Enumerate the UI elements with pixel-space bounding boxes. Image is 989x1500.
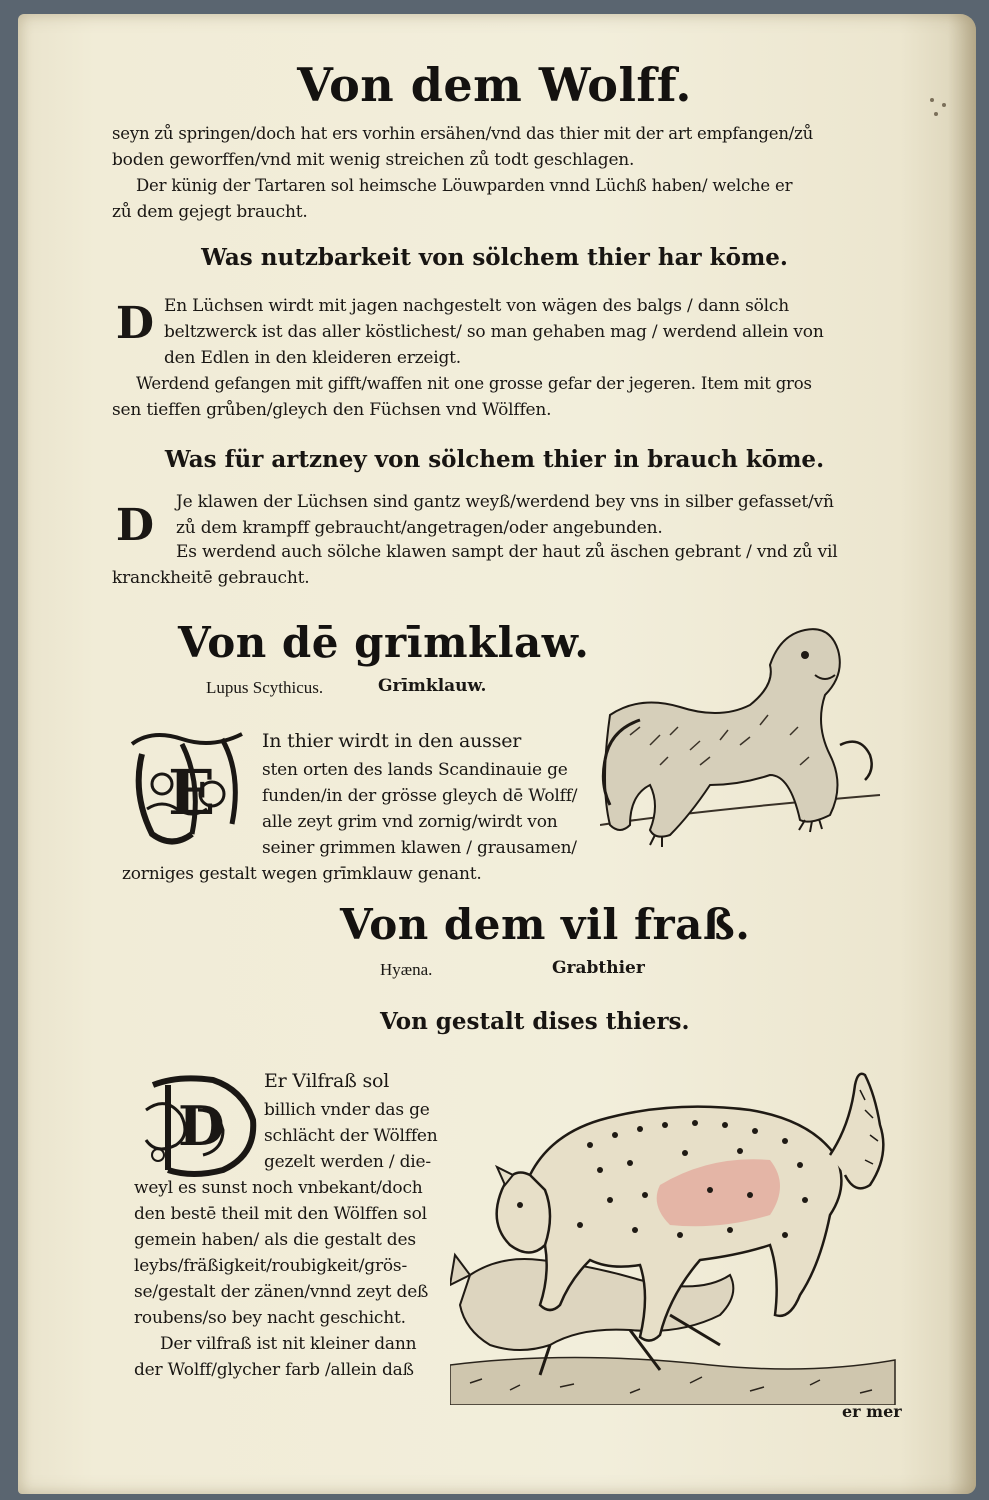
section-subheading: Von gestalt dises thiers.: [380, 1008, 690, 1035]
text-line: In thier wirdt in den ausser: [262, 730, 522, 752]
page-fold-shadow: [948, 14, 976, 1494]
text-line: sen tieffen grůben/gleych den Füchsen vnd Wölffen.: [112, 400, 552, 420]
ornamental-initial: D: [138, 1070, 262, 1180]
text-line: schlächt der Wölffen: [264, 1126, 438, 1146]
text-line: Werdend gefangen mit gifft/waffen nit one grosse gefar der jegeren. Item mit gros: [136, 374, 812, 393]
text-line: weyl es sunst noch vnbekant/doch: [134, 1178, 423, 1198]
text-line: zorniges gestalt wegen grīmklauw genant.: [122, 864, 482, 884]
text-line: Er Vilfraß sol: [264, 1070, 390, 1092]
text-line: sten orten des lands Scandinauie ge: [262, 760, 568, 780]
text-line: billich vnder das ge: [264, 1100, 430, 1120]
text-line: boden geworffen/vnd mit wenig streichen zů todt geschlagen.: [112, 150, 635, 170]
text-line: alle zeyt grim vnd zornig/wirdt von: [262, 812, 558, 832]
hyaena-woodcut: [450, 1065, 900, 1405]
lupus-scythicus-woodcut: [600, 625, 890, 875]
text-line: Der künig der Tartaren sol heimsche Löuwparden vnnd Lüchß haben/ welche er: [136, 176, 793, 195]
section-heading: Was nutzbarkeit von sölchem thier har kōme.: [201, 244, 788, 271]
german-name: Grabthier: [552, 958, 645, 978]
text-line: den bestē theil mit den Wölffen sol: [134, 1204, 427, 1224]
text-line: En Lüchsen wirdt mit jagen nachgestelt von wägen des balgs / dann sölch: [164, 296, 789, 316]
text-line: leybs/fräßigkeit/roubigkeit/grös-: [134, 1256, 408, 1276]
page-title: Von dem Wolff.: [297, 58, 692, 112]
text-line: gezelt werden / die-: [264, 1152, 431, 1172]
text-line: funden/in der grösse gleych dē Wolff/: [262, 786, 578, 806]
decorated-initial: D: [115, 500, 155, 551]
german-name: Grīmklauw.: [378, 676, 487, 696]
text-line: gemein haben/ als die gestalt des: [134, 1230, 416, 1250]
text-line: seyn zů springen/doch hat ers vorhin ersähen/vnd das thier mit der art empfangen/zů: [112, 124, 814, 143]
catchword: er mer: [842, 1402, 902, 1421]
text-line: zů dem krampff gebraucht/angetragen/oder angebunden.: [176, 518, 663, 538]
text-line: kranckheitē gebraucht.: [112, 568, 310, 588]
section-title: Von dem vil fraß.: [340, 900, 751, 949]
text-line: beltzwerck ist das aller köstlichest/ so man gehaben mag / werdend allein von: [164, 322, 824, 342]
text-line: der Wolff/glycher farb /allein daß: [134, 1360, 414, 1380]
text-line: seiner grimmen klawen / grausamen/: [262, 838, 577, 858]
latin-name: Lupus Scythicus.: [206, 678, 324, 697]
text-line: Der vilfraß ist nit kleiner dann: [160, 1334, 417, 1354]
text-line: Je klawen der Lüchsen sind gantz weyß/werdend bey vns in silber gefasset/vñ: [176, 492, 834, 512]
text-line: Es werdend auch sölche klawen sampt der haut zů äschen gebrant / vnd zů vil: [176, 542, 838, 562]
section-title: Von dē grīmklaw.: [178, 618, 590, 667]
latin-name: Hyæna.: [380, 960, 433, 979]
text-line: den Edlen in den kleideren erzeigt.: [164, 348, 461, 368]
section-heading: Was für artzney von sölchem thier in brauch kōme.: [164, 446, 825, 473]
decorated-initial: D: [115, 298, 155, 349]
text-line: zů dem gejegt braucht.: [112, 202, 308, 222]
text-line: roubens/so bey nacht geschicht.: [134, 1308, 406, 1328]
text-line: se/gestalt der zänen/vnnd zeyt deß: [134, 1282, 429, 1302]
ornamental-initial: E: [122, 724, 260, 854]
